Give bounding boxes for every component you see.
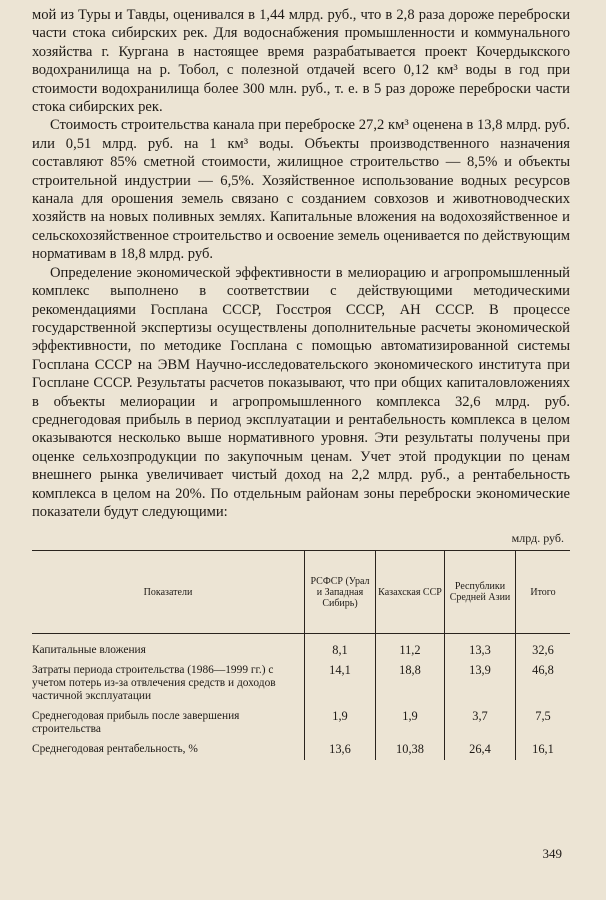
paragraph-2: Стоимость строительства канала при переброске 27,2 км³ оценена в 13,8 млрд. руб. или 0,51 млрд. руб. на 1 км³ воды. Объекты производственного назначения составляют 85% сметной стоимости, жилищное строительство — 8,5% и объекты строительной индустрии — 6,5%. Хозяйственное использование водных ресурсов канала для орошения земель связано с созданием совхозов и животноводческих хозяйств на новых поливных землях. Капитальные вложения на водохозяйственное и сельскохозяйственное строительство и освоение земель оценивается по действующим нормативам в 18,8 млрд. руб. <box>32 117 570 263</box>
table-units: млрд. руб. <box>511 531 564 546</box>
row-label: Среднегодовая прибыль после завершения строительства <box>32 710 240 736</box>
cell-kazakh: 18,8 <box>376 661 445 707</box>
row-label: Капитальные вложения <box>32 644 146 657</box>
body-text <box>32 6 570 521</box>
table-row <box>32 634 570 662</box>
cell-total: 7,5 <box>516 707 571 740</box>
header-kazakh: Казахская ССР <box>376 551 445 634</box>
table-row <box>32 661 570 707</box>
header-central-asia: Республики Средней Азии <box>445 551 516 634</box>
cell-central-asia: 26,4 <box>445 740 516 760</box>
cell-total: 46,8 <box>516 661 571 707</box>
cell-total: 16,1 <box>516 740 571 760</box>
cell-rsfsr: 13,6 <box>305 740 376 760</box>
cell-central-asia: 13,3 <box>445 634 516 662</box>
paragraph-1: мой из Туры и Тавды, оценивался в 1,44 млрд. руб., что в 2,8 раза дороже переброски части стока сибирских рек. Для водоснабжения промышленности и коммунального хозяйства г. Кургана в настоящее время разрабатывается проект Кочердыкского водохранилища на р. Тобол, с полезной отдачей всего 0,12 км³ воды в год при стоимости водохранилища более 300 млн. руб., т. е. в 5 раз дороже переброски части стока сибирских рек. <box>32 7 570 116</box>
cell-total: 32,6 <box>516 634 571 662</box>
header-rsfsr: РСФСР (Урал и Западная Сибирь) <box>305 551 376 634</box>
page-number: 349 <box>542 846 562 861</box>
indicators-table <box>32 550 570 760</box>
cell-rsfsr: 8,1 <box>305 634 376 662</box>
header-indicators: Показатели <box>32 551 305 634</box>
cell-rsfsr: 1,9 <box>305 707 376 740</box>
table-header-row <box>32 551 570 634</box>
paragraph-3: Определение экономической эффективности в мелиорацию и агропромышленный комплекс выполнено в соответствии с действующими методическими рекомендациями Госплана СССР, Госстроя СССР, АН СССР. В процессе государственной экспертизы осуществлены дополнительные расчеты экономической эффективности, по методике Госплана с помощью автоматизированной системы Госплана СССР на ЭВМ Научно-исследовательского экономического института при Госплане СССР. Результаты расчетов показывают, что при общих капиталовложениях в объекты мелиорации и агропромышленного комплекса 32,6 млрд. руб. среднегодовая прибыль в период эксплуатации и рентабельность комплекса в целом оказываются несколько выше нормативного уровня. Эти результаты получены при оценке сельхозпродукции по закупочным ценам. Учет этой продукции по ценам внешнего рынка увеличивает чистый доход на 2,2 млрд. руб., а рентабельность комплекса в целом на 20%. По отдельным районам зоны переброски экономические показатели будут следующими: <box>32 264 570 520</box>
table-row <box>32 707 570 740</box>
row-label: Среднегодовая рентабельность, % <box>32 743 198 756</box>
cell-central-asia: 3,7 <box>445 707 516 740</box>
row-label: Затраты периода строительства (1986—1999 гг.) с учетом потерь из-за отвлечения средств и доходов частичной эксплуатации <box>32 664 276 703</box>
cell-kazakh: 1,9 <box>376 707 445 740</box>
cell-rsfsr: 14,1 <box>305 661 376 707</box>
cell-kazakh: 11,2 <box>376 634 445 662</box>
cell-kazakh: 10,38 <box>376 740 445 760</box>
table-row <box>32 740 570 760</box>
header-total: Итого <box>516 551 571 634</box>
cell-central-asia: 13,9 <box>445 661 516 707</box>
